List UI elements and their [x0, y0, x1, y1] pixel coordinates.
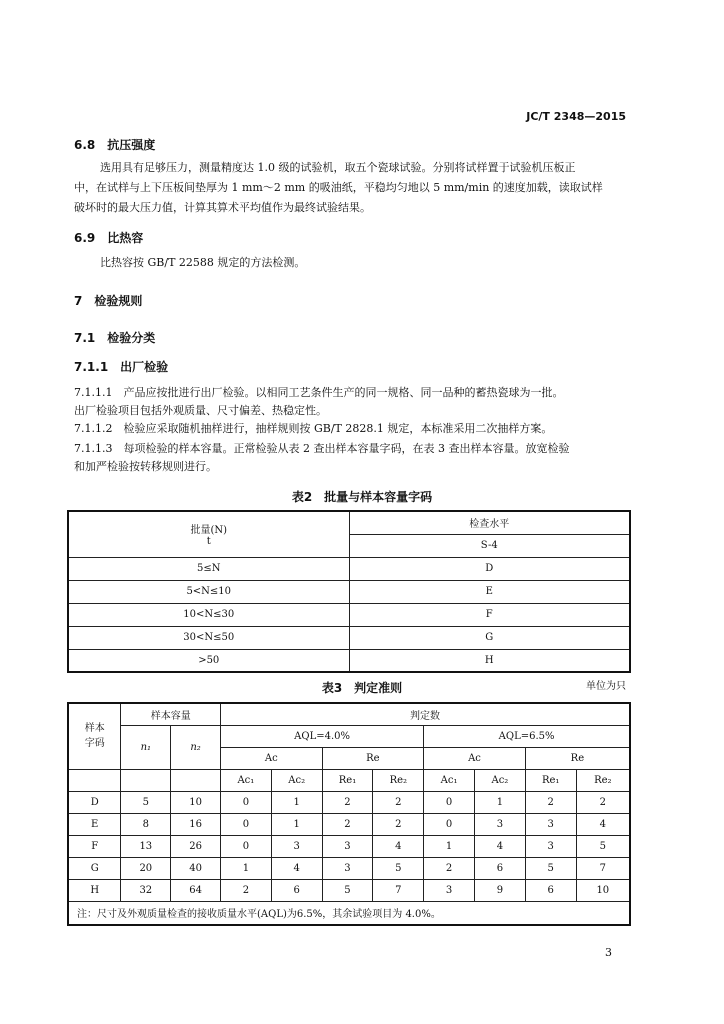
table-cell: 2 [322, 791, 373, 813]
table-2 [67, 510, 631, 673]
table-cell: 2 [373, 813, 424, 835]
table-cell: 0 [424, 791, 475, 813]
table-row [68, 879, 630, 901]
table-3 [67, 702, 631, 926]
batch-cell: 30<N≤50 [68, 626, 349, 649]
table-cell: 10 [171, 791, 221, 813]
section-6-8-line-1: 选用具有足够压力，测量精度达 1.0 级的试验机，取五个瓷球试验。分别将试样置于试验机压板正 [100, 161, 576, 174]
table-cell: 1 [475, 791, 526, 813]
table-cell: 4 [576, 813, 630, 835]
table-cell: 2 [576, 791, 630, 813]
document-header: JC/T 2348—2015 [526, 110, 626, 123]
table-cell: 2 [322, 813, 373, 835]
page-number: 3 [605, 946, 612, 959]
table-cell: 5 [525, 857, 576, 879]
table-cell: 3 [475, 813, 526, 835]
table-cell: 4 [475, 835, 526, 857]
section-6-8-line-3: 破坏时的最大压力值，计算其算术平均值作为最终试验结果。 [74, 201, 371, 214]
n1-header: n₁ [121, 725, 171, 769]
table-3-note: 注：尺寸及外观质量检查的接收质量水平(AQL)为6.5%，其余试验项目为 4.0%。 [68, 901, 630, 925]
table-cell: E [68, 813, 121, 835]
s4-header: S-4 [349, 534, 630, 557]
section-7-1-1-title: 7.1.1 出厂检验 [74, 360, 169, 374]
batch-header: 批量(N) [190, 525, 228, 537]
section-7-1-title: 7.1 检验分类 [74, 331, 156, 345]
table-cell: 7 [373, 879, 424, 901]
table-cell: 0 [424, 813, 475, 835]
ac1-header: Ac₁ [220, 769, 271, 791]
clause-7-1-1-3-line-1: 7.1.1.3 每项检验的样本容量。正常检验从表 2 查出样本容量字码，在表 3 查出样本容量。放宽检验 [74, 442, 570, 455]
table-cell: 13 [121, 835, 171, 857]
row-label-spacer [68, 769, 121, 791]
table-cell: 8 [121, 813, 171, 835]
batch-cell: 5<N≤10 [68, 580, 349, 603]
table-cell: 16 [171, 813, 221, 835]
batch-header-cell [68, 511, 349, 557]
table-cell: 2 [525, 791, 576, 813]
table-cell: 3 [424, 879, 475, 901]
table-cell: 26 [171, 835, 221, 857]
code-cell: H [349, 649, 630, 672]
table-cell: F [68, 835, 121, 857]
table-cell: 6 [271, 879, 322, 901]
table-cell: 5 [373, 857, 424, 879]
re1-header: Re₁ [322, 769, 373, 791]
re-header: Re [322, 747, 424, 769]
table-cell: 0 [220, 791, 271, 813]
code-cell: G [349, 626, 630, 649]
ac-header: Ac [424, 747, 526, 769]
sample-code-header: 样本字码 [68, 703, 121, 769]
table-cell: 3 [525, 835, 576, 857]
table-row [68, 557, 630, 580]
section-6-8-title: 6.8 抗压强度 [74, 138, 156, 152]
table-row [68, 580, 630, 603]
table-cell: 5 [121, 791, 171, 813]
table-3-unit: 单位为只 [586, 681, 626, 692]
clause-7-1-1-2: 7.1.1.2 检验应采取随机抽样进行，抽样规则按 GB/T 2828.1 规定，本标准采用二次抽样方案。 [74, 422, 553, 435]
table-row [68, 649, 630, 672]
table-cell: 10 [576, 879, 630, 901]
re-header: Re [525, 747, 630, 769]
clause-7-1-1-3-line-2: 和加严检验按转移规则进行。 [74, 460, 217, 473]
n2-header: n₂ [171, 725, 221, 769]
section-6-8-line-2: 中，在试样与上下压板间垫厚为 1 mm～2 mm 的吸油纸，平稳均匀地以 5 mm/min 的速度加载，读取试样 [74, 181, 603, 194]
aql-6-5-header: AQL=6.5% [424, 725, 630, 747]
table-cell: 0 [220, 835, 271, 857]
clause-7-1-1-1-line-1: 7.1.1.1 产品应按批进行出厂检验。以相同工艺条件生产的同一规格、同一品种的蓄热瓷球为一批。 [74, 386, 564, 399]
table-cell: 3 [271, 835, 322, 857]
re2-header: Re₂ [373, 769, 424, 791]
code-cell: D [349, 557, 630, 580]
table-cell: G [68, 857, 121, 879]
table-row [68, 626, 630, 649]
table-cell: 4 [271, 857, 322, 879]
batch-cell: 10<N≤30 [68, 603, 349, 626]
table-row [68, 791, 630, 813]
table-cell: 1 [424, 835, 475, 857]
table-cell: 3 [525, 813, 576, 835]
table-cell: 1 [220, 857, 271, 879]
section-6-9-title: 6.9 比热容 [74, 231, 144, 245]
code-cell: E [349, 580, 630, 603]
table-cell: 3 [322, 857, 373, 879]
batch-cell: >50 [68, 649, 349, 672]
row-label-spacer [171, 769, 221, 791]
section-6-9-para: 比热容按 GB/T 22588 规定的方法检测。 [100, 256, 306, 269]
row-label-spacer [121, 769, 171, 791]
ac-header: Ac [220, 747, 322, 769]
ac2-header: Ac₂ [475, 769, 526, 791]
clause-7-1-1-1-line-2: 出厂检验项目包括外观质量、尺寸偏差、热稳定性。 [74, 404, 327, 417]
sample-size-header: 样本容量 [121, 703, 221, 725]
table-3-caption: 表3 判定准则 [321, 681, 403, 695]
table-cell: 1 [271, 813, 322, 835]
table-cell: 2 [220, 879, 271, 901]
table-cell: 6 [475, 857, 526, 879]
table-row [68, 857, 630, 879]
table-cell: 32 [121, 879, 171, 901]
table-cell: 5 [576, 835, 630, 857]
table-cell: 3 [322, 835, 373, 857]
batch-unit: t [206, 536, 211, 548]
table-cell: 6 [525, 879, 576, 901]
table-2-caption: 表2 批量与样本容量字码 [291, 490, 433, 504]
table-cell: 5 [322, 879, 373, 901]
ac2-header: Ac₂ [271, 769, 322, 791]
aql-4-header: AQL=4.0% [220, 725, 423, 747]
table-cell: 4 [373, 835, 424, 857]
table-cell: 64 [171, 879, 221, 901]
re1-header: Re₁ [525, 769, 576, 791]
table-cell: 40 [171, 857, 221, 879]
table-row [68, 813, 630, 835]
table-cell: 2 [424, 857, 475, 879]
table-row [68, 835, 630, 857]
table-cell: 7 [576, 857, 630, 879]
inspection-level-header: 检查水平 [349, 511, 630, 534]
table-cell: 2 [373, 791, 424, 813]
table-cell: 20 [121, 857, 171, 879]
section-7-title: 7 检验规则 [74, 294, 143, 308]
table-cell: H [68, 879, 121, 901]
table-cell: 0 [220, 813, 271, 835]
batch-cell: 5≤N [68, 557, 349, 580]
re2-header: Re₂ [576, 769, 630, 791]
judgment-header: 判定数 [220, 703, 630, 725]
table-row [68, 603, 630, 626]
table-cell: D [68, 791, 121, 813]
table-cell: 1 [271, 791, 322, 813]
table-cell: 9 [475, 879, 526, 901]
code-cell: F [349, 603, 630, 626]
ac1-header: Ac₁ [424, 769, 475, 791]
